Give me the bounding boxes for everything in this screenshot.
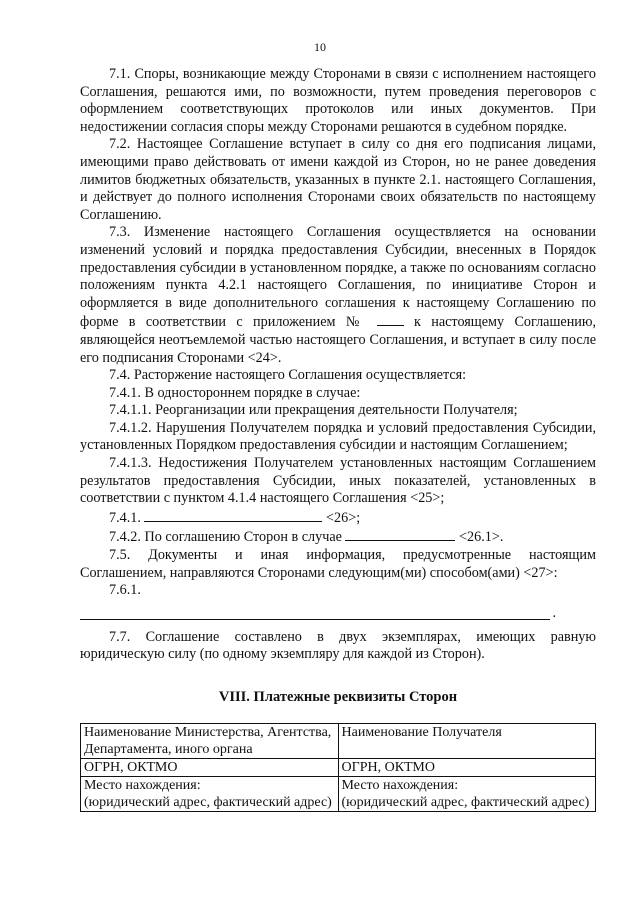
- appendix-number-blank: [377, 312, 404, 326]
- table-row: [81, 777, 596, 812]
- agreement-text: [80, 66, 596, 664]
- table-cell-ministry-ogrn: ОГРН, ОКТМО: [81, 759, 339, 777]
- paragraph-gap: [80, 620, 596, 629]
- table-cell-recipient-ogrn: ОГРН, ОКТМО: [338, 759, 596, 777]
- paragraph-7-4-1-3: 7.4.1.3. Недостижения Получателем установленных настоящим Соглашением результатов предоставления Субсидии, иных показателей, установленных в соответствии с пунктом 4.1.4 настоящего Соглашения <25>;: [80, 455, 596, 507]
- payment-requisites-table: [80, 723, 596, 812]
- table-row: [81, 759, 596, 777]
- page-number: 10: [314, 40, 326, 54]
- paragraph-7-2: 7.2. Настоящее Соглашение вступает в силу со дня его подписания лицами, имеющими право действовать от имени каждой из Сторон, но не ранее доведения лимитов бюджетных обязательств, указанных в пункте 2.1. настоящего Соглашения, и действует до полного исполнения Сторонами своих обязательств по настоящему Соглашению.: [80, 136, 596, 223]
- termination-reason-blank: [144, 508, 322, 522]
- paragraph-7-3-part-b: к настоящему Соглашению, являющейся неотъемлемой частью настоящего Соглашения, и вступает в силу после его подписания Сторонами <24>.: [80, 314, 597, 366]
- paragraph-7-3-part-a: 7.3. Изменение настоящего Соглашения осуществляется на основании изменений условий и порядка предоставления Субсидии, внесенных в Порядок предоставления субсидии в установленном порядке, а также по основаниям согласно положениям пункта 4.2.1 настоящего Соглашения, по инициативе Сторон и оформляется в виде дополнительного соглашения к настоящему Соглашению по форме в соответствии с приложением №: [80, 224, 596, 331]
- paragraph-7-4-2-text: 7.4.2. По соглашению Сторон в случае: [109, 529, 342, 546]
- delivery-method-blank-line: [80, 607, 550, 620]
- paragraph-7-6-1: 7.6.1.: [109, 582, 141, 599]
- paragraph-7-4-1: 7.4.1. В одностороннем порядке в случае:: [109, 384, 361, 401]
- paragraph-7-4-1-1: 7.4.1.1. Реорганизации или прекращения деятельности Получателя;: [109, 402, 518, 419]
- paragraph-7-5: 7.5. Документы и иная информация, предусмотренные настоящим Соглашением, направляются Сторонами следующим(ми) способом(ами) <27>:: [80, 547, 596, 581]
- table-cell-recipient-address: Место нахождения: (юридический адрес, фактический адрес): [338, 777, 596, 812]
- paragraph-7-4-1-x-label: 7.4.1.: [109, 509, 141, 526]
- agreement-case-blank: [345, 527, 455, 541]
- paragraph-7-4: 7.4. Расторжение настоящего Соглашения осуществляется:: [109, 367, 467, 384]
- paragraph-7-4-2-note: <26.1>.: [459, 529, 504, 546]
- section-title: VIII. Платежные реквизиты Сторон: [218, 689, 458, 705]
- table-row: [81, 724, 596, 759]
- table-cell-recipient-name: Наименование Получателя: [338, 724, 596, 759]
- table-cell-ministry-address: Место нахождения: (юридический адрес, фактический адрес): [81, 777, 339, 812]
- paragraph-7-4-1-x-note: <26>;: [326, 509, 361, 526]
- paragraph-7-7: 7.7. Соглашение составлено в двух экземплярах, имеющих равную юридическую силу (по одному экземпляру для каждой из Сторон).: [80, 628, 596, 663]
- paragraph-7-1: 7.1. Споры, возникающие между Сторонами в связи с исполнением настоящего Соглашения, решаются ими, по возможности, путем проведения переговоров с оформлением соответствующих протоколов или иных документов. При недостижении согласия споры между Сторонами решаются в судебном порядке.: [80, 66, 596, 135]
- paragraph-7-4-1-x: [80, 508, 596, 528]
- paragraph-7-4-1-2: 7.4.1.2. Нарушения Получателем порядка и условий предоставления Субсидии, установленных Порядком предоставления субсидии и настоящим Соглашением;: [80, 419, 596, 454]
- paragraph-7-4-2: [80, 527, 596, 547]
- table-cell-ministry-name: Наименование Министерства, Агентства, Департамента, иного органа: [81, 724, 339, 759]
- paragraph-7-3: [80, 224, 596, 367]
